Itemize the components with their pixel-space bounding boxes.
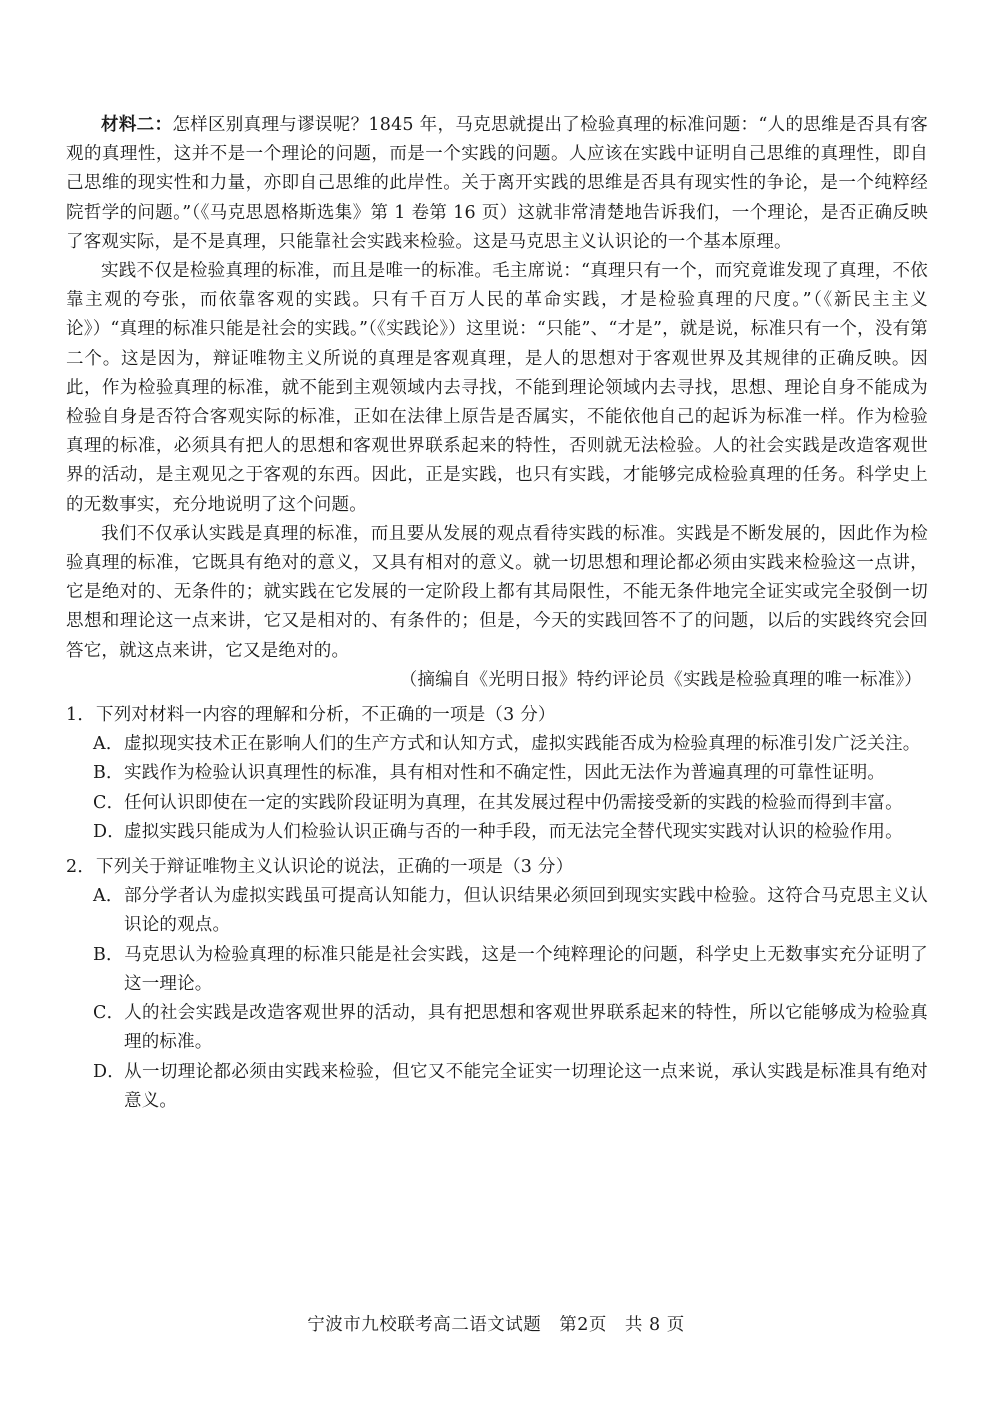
question-1-option-a[interactable]: [66, 730, 928, 759]
question-number: 2．: [66, 857, 96, 878]
option-text: 实践作为检验认识真理性的标准，具有相对性和不确定性，因此无法作为普遍真理的可靠性证明。: [124, 763, 886, 784]
question-2-option-b[interactable]: [66, 941, 928, 999]
option-letter: C．: [93, 1003, 125, 1024]
question-1-option-b[interactable]: [66, 759, 928, 788]
option-text: 从一切理论都必须由实践来检验，但它又不能完全证实一切理论这一点来说，承认实践是标准具有绝对意义。: [124, 1061, 928, 1111]
question-stem: [66, 853, 928, 882]
option-text: 部分学者认为虚拟实践虽可提高认知能力，但认识结果必须回到现实实践中检验。这符合马克思主义认识论的观点。: [124, 886, 928, 936]
page-footer: 宁波市九校联考高二语文试题 第2页 共 8 页: [307, 1315, 685, 1335]
question-number: 1．: [66, 705, 96, 726]
question-1-option-d[interactable]: [66, 818, 928, 847]
option-letter: C．: [93, 792, 125, 813]
question-1: [66, 701, 928, 847]
option-letter: D．: [93, 821, 125, 842]
question-1-option-c[interactable]: [66, 789, 928, 818]
question-2-option-c[interactable]: [66, 999, 928, 1057]
option-text: 虚拟实践只能成为人们检验认识正确与否的一种手段，而无法完全替代现实实践对认识的检验作用。: [124, 821, 903, 842]
option-letter: B．: [93, 763, 124, 784]
option-letter: A．: [93, 734, 124, 755]
material-paragraph-1: [66, 111, 928, 257]
question-2-option-d[interactable]: [66, 1058, 928, 1116]
question-text: 下列对材料一内容的理解和分析，不正确的一项是（3 分）: [96, 705, 556, 726]
material-source-citation: （摘编自《光明日报》特约评论员《实践是检验真理的唯一标准》）: [399, 669, 922, 690]
question-2-option-a[interactable]: [66, 882, 928, 940]
question-2: [66, 853, 928, 1116]
option-letter: A．: [93, 886, 124, 907]
option-letter: D．: [93, 1061, 125, 1082]
material-paragraph-2: 实践不仅是检验真理的标准，而且是唯一的标准。毛主席说：“真理只有一个，而究竟谁发现了真理，不依靠主观的夸张，而依靠客观的实践。只有千百万人民的革命实践，才是检验真理的尺度。”（《新民主主义论》）“真理的标准只能是社会的实践。”（《实践论》）这里说：“只能”、“才是”，就是说，标准只有一个，没有第二个。这是因为，辩证唯物主义所说的真理是客观真理，是人的思想对于客观世界及其规律的正确反映。因此，作为检验真理的标准，就不能到主观领域内去寻找，不能到理论领域内去寻找，思想、理论自身不能成为检验自身是否符合客观实际的标准，正如在法律上原告是否属实，不能依他自己的起诉为标准一样。作为检验真理的标准，必须具有把人的思想和客观世界联系起来的特性，否则就无法检验。人的社会实践是改造客观世界的活动，是主观见之于客观的东西。因此，正是实践，也只有实践，才能够完成检验真理的任务。科学史上的无数事实，充分地说明了这个问题。: [66, 261, 928, 515]
option-text: 马克思认为检验真理的标准只能是社会实践，这是一个纯粹理论的问题，科学史上无数事实充分证明了这一理论。: [124, 944, 928, 994]
question-stem: [66, 701, 928, 730]
material-paragraph-3: 我们不仅承认实践是真理的标准，而且要从发展的观点看待实践的标准。实践是不断发展的，因此作为检验真理的标准，它既具有绝对的意义，又具有相对的意义。就一切思想和理论都必须由实践来检验这一点讲，它是绝对的、无条件的；就实践在它发展的一定阶段上都有其局限性，不能无条件地完全证实或完全驳倒一切思想和理论这一点来讲，它又是相对的、有条件的；但是，今天的实践回答不了的问题，以后的实践终究会回答它，就这点来讲，它又是绝对的。: [66, 523, 928, 661]
option-text: 任何认识即使在一定的实践阶段证明为真理，在其发展过程中仍需接受新的实践的检验而得到丰富。: [124, 792, 903, 813]
material-paragraph-text: 怎样区别真理与谬误呢？1845 年，马克思就提出了检验真理的标准问题：“人的思维是否具有客观的真理性，这并不是一个理论的问题，而是一个实践的问题。人应该在实践中证明自己思维的真理性，即自己思维的现实性和力量，亦即自己思维的此岸性。关于离开实践的思维是否具有现实性的争论，是一个纯粹经院哲学的问题。”（《马克思恩格斯选集》第 1 卷第 16 页）这就非常清楚地告诉我们，一个理论，是否正确反映了客观实际，是不是真理，只能靠社会实践来检验。这是马克思主义认识论的一个基本原理。: [66, 115, 928, 252]
option-text: 人的社会实践是改造客观世界的活动，具有把思想和客观世界联系起来的特性，所以它能够成为检验真理的标准。: [124, 1003, 928, 1053]
option-letter: B．: [93, 944, 124, 965]
material-label: 材料二：: [101, 115, 173, 135]
page-content: [66, 111, 928, 1116]
question-text: 下列关于辩证唯物主义认识论的说法，正确的一项是（3 分）: [96, 857, 574, 878]
option-text: 虚拟现实技术正在影响人们的生产方式和认知方式，虚拟实践能否成为检验真理的标准引发广泛关注。: [124, 734, 921, 755]
